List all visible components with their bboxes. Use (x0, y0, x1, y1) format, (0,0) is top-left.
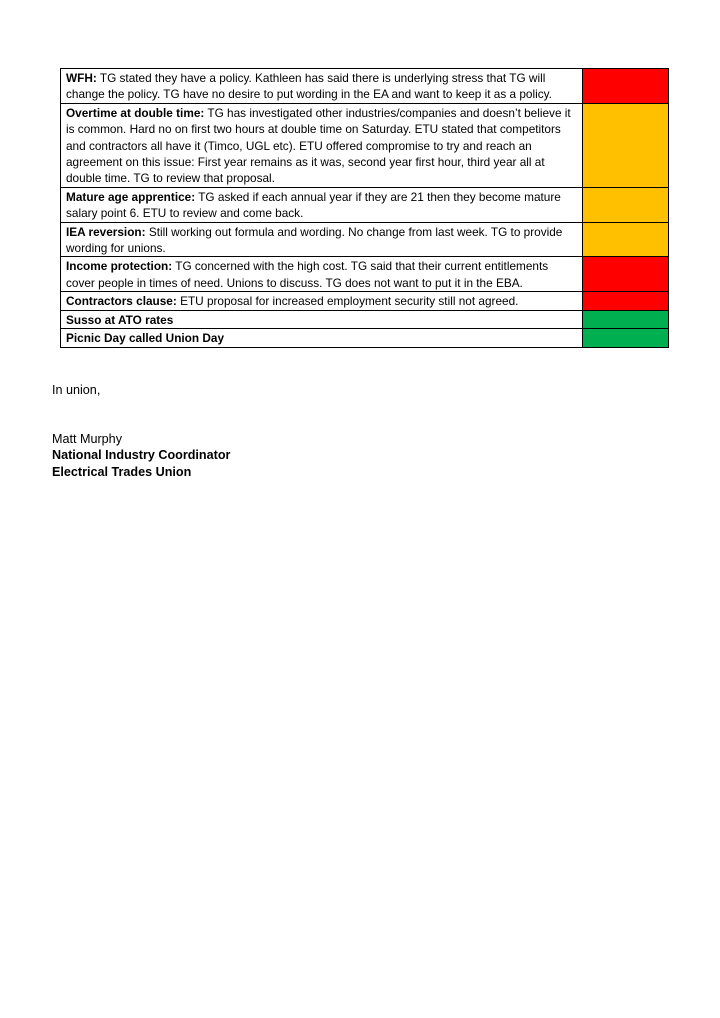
status-indicator (583, 187, 669, 222)
signatory-name: Matt Murphy (52, 432, 122, 446)
item-topic: Susso at ATO rates (66, 312, 174, 327)
signatory-title: National Industry Coordinator (52, 448, 231, 462)
signatory-organization: Electrical Trades Union (52, 465, 192, 479)
table-row (61, 103, 669, 187)
item-text: TG has investigated other industries/companies and doesn’t believe it is common. Hard no on first two hours at double time on Saturday. ETU stated that competitors and contractors all have it (Timco, UGL etc). ETU offered compromise to try and reach an agreement on this issue: First year remains as it was, second year first hour, third year all at double time. TG to review that proposal. (66, 105, 571, 186)
status-indicator (583, 329, 669, 347)
item-topic: Contractors clause: (66, 294, 177, 309)
table-row (61, 310, 669, 328)
table-row (61, 257, 669, 292)
item-text: TG concerned with the high cost. TG said that their current entitlements cover people in times of need. Unions to discuss. TG does not want to put it in the EBA. (66, 259, 549, 290)
negotiation-status-table (60, 68, 669, 348)
closing-line: In union, (52, 383, 101, 397)
status-indicator (583, 310, 669, 328)
item-cell (61, 103, 583, 187)
status-indicator (583, 69, 669, 104)
table-row (61, 329, 669, 347)
item-cell (61, 69, 583, 104)
item-text: ETU proposal for increased employment security still not agreed. (176, 294, 519, 309)
item-cell (61, 187, 583, 222)
item-text: Still working out formula and wording. No change from last week. TG to provide wording for unions. (66, 224, 563, 256)
item-topic: Overtime at double time: (66, 105, 205, 120)
item-cell (61, 329, 583, 347)
item-cell (61, 222, 583, 257)
status-indicator (583, 257, 669, 292)
item-cell (61, 257, 583, 292)
item-topic: Income protection: (66, 259, 173, 274)
item-topic: Mature age apprentice: (66, 189, 196, 204)
table-row (61, 292, 669, 310)
table-row (61, 69, 669, 104)
status-indicator (583, 292, 669, 310)
item-topic: Picnic Day called Union Day (66, 331, 225, 346)
status-indicator (583, 103, 669, 187)
status-indicator (583, 222, 669, 257)
item-text: TG stated they have a policy. Kathleen has said there is underlying stress that TG will change the policy. TG have no desire to put wording in the EA and want to keep it as a policy. (66, 71, 552, 102)
table-row (61, 222, 669, 257)
item-cell (61, 310, 583, 328)
table-row (61, 187, 669, 222)
item-text: TG asked if each annual year if they are 21 then they become mature salary point 6. ETU to review and come back. (66, 189, 561, 221)
item-cell (61, 292, 583, 310)
item-topic: WFH: (66, 71, 97, 85)
item-topic: IEA reversion: (66, 224, 146, 239)
